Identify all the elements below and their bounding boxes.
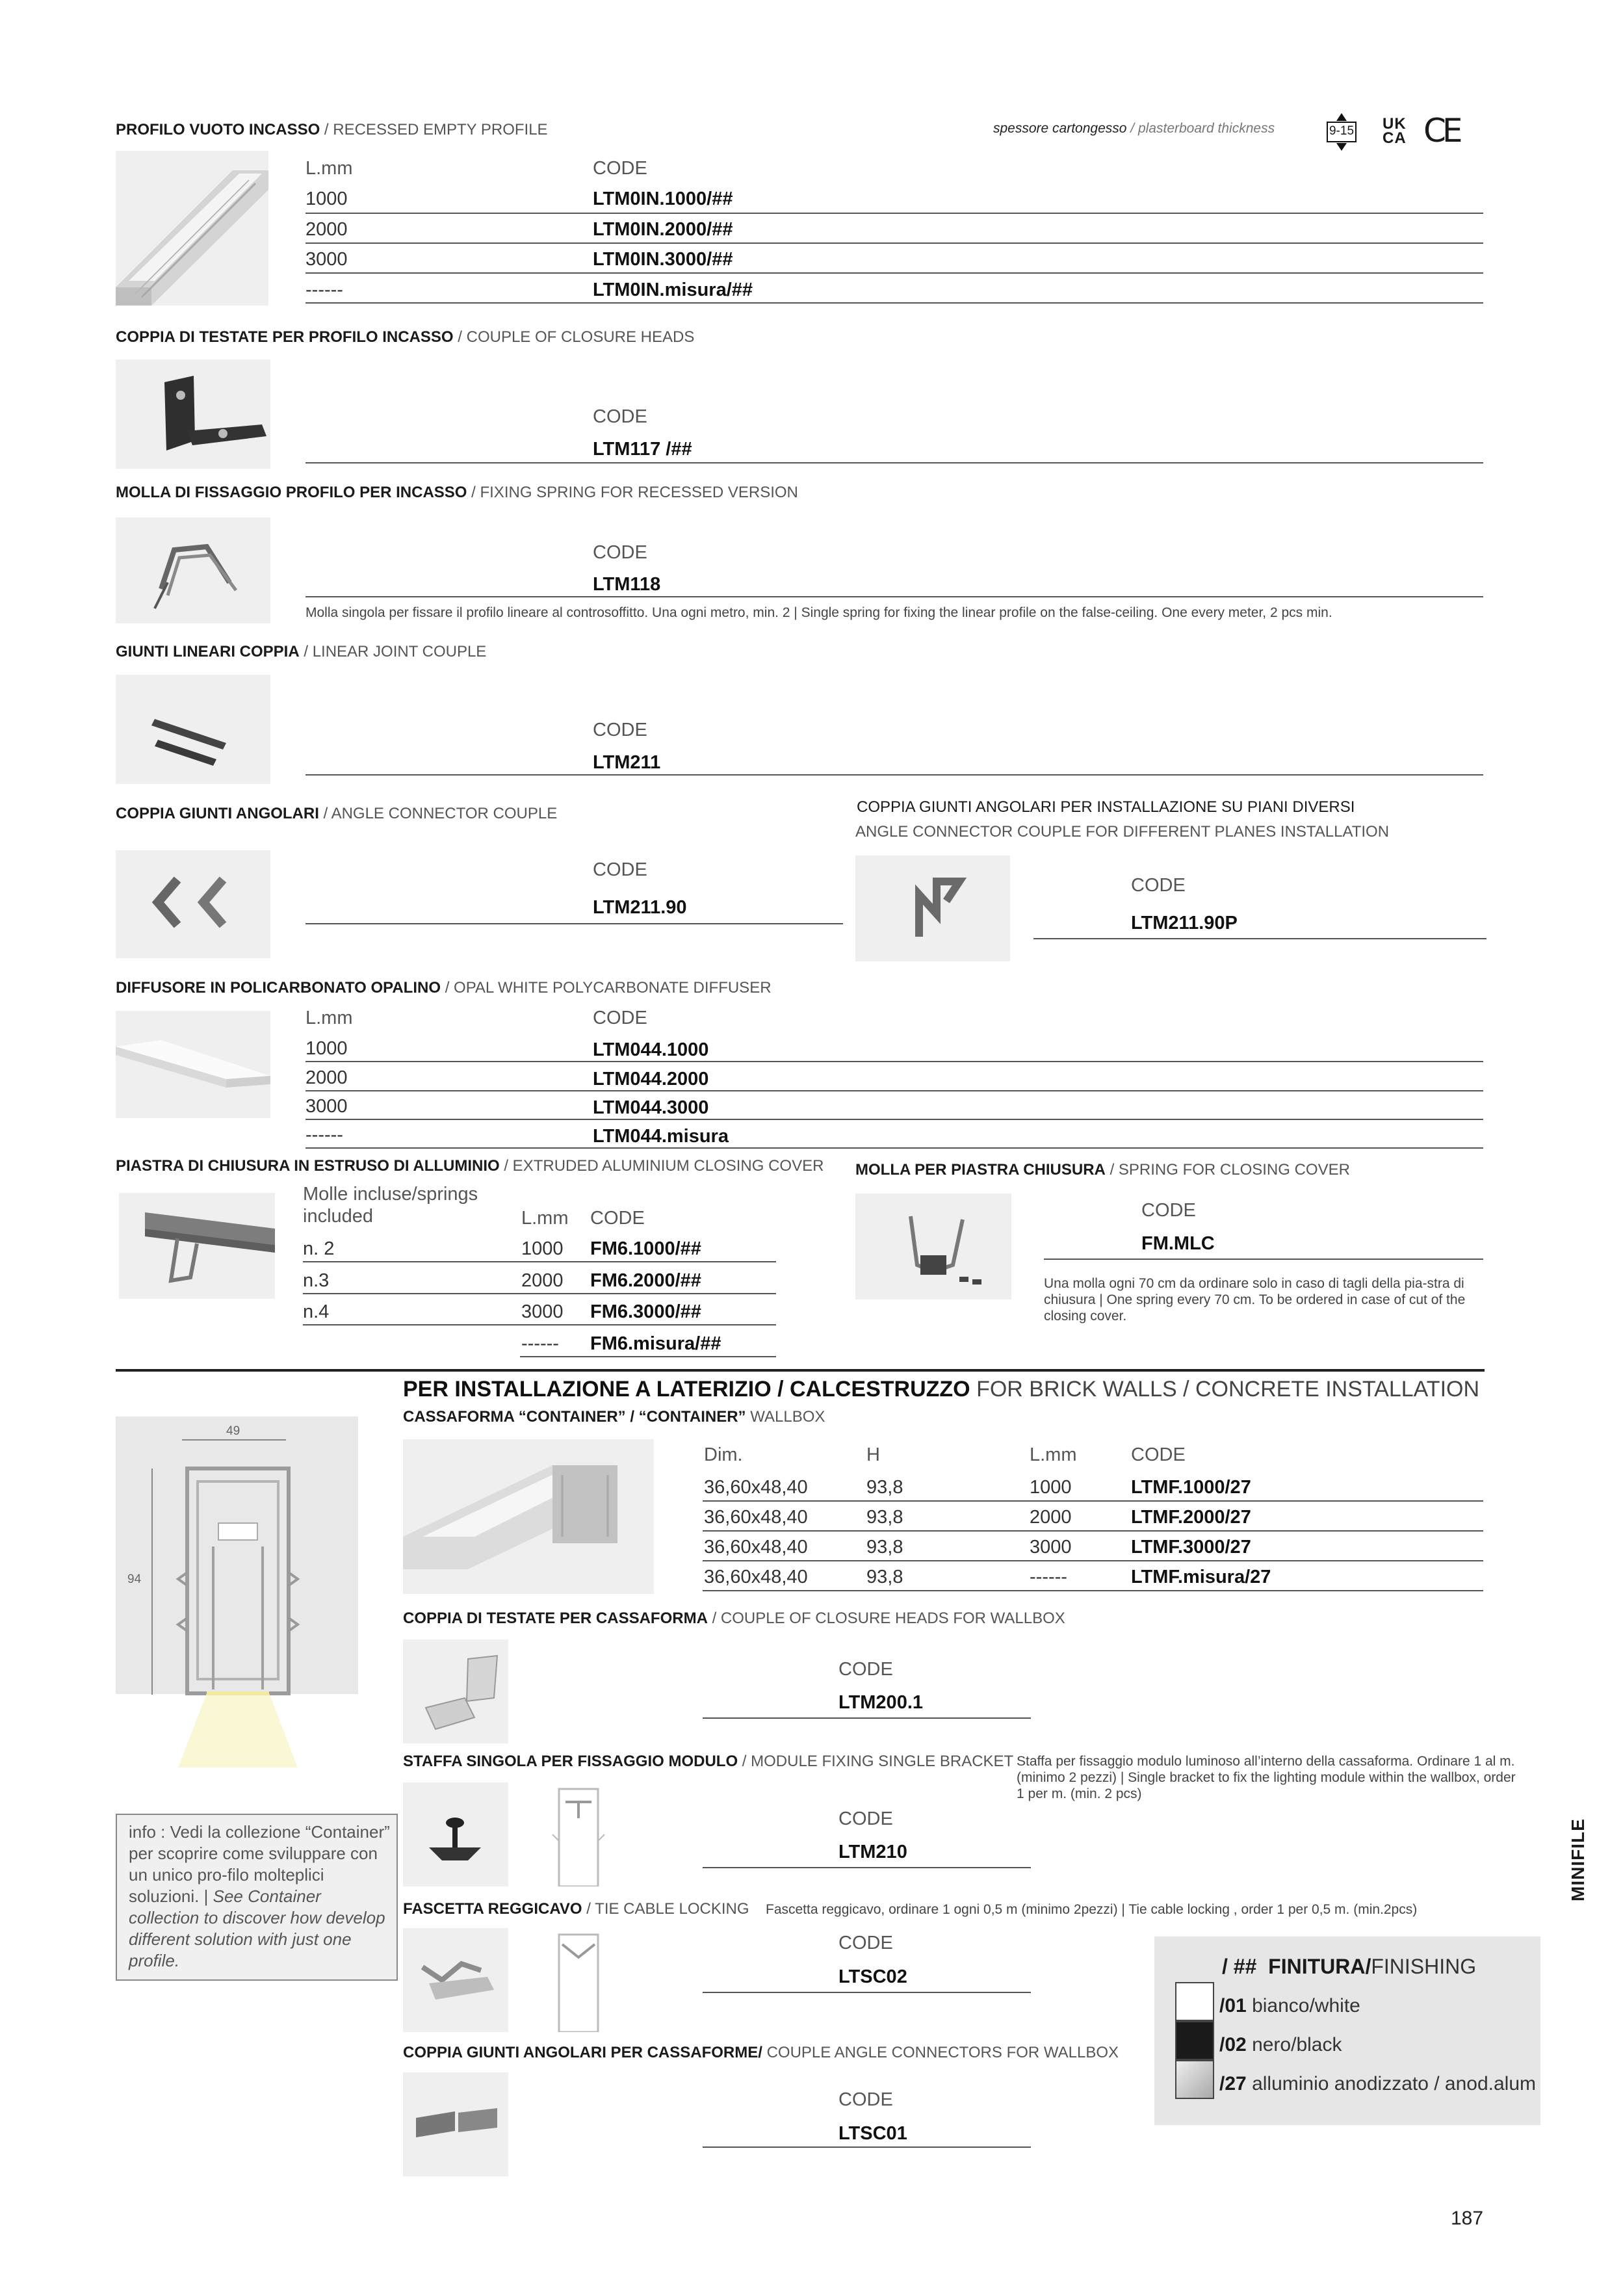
profile-section-icon (116, 1416, 358, 1768)
angle-connector-image (116, 850, 270, 958)
row-divider (703, 1867, 1031, 1868)
table-row-code: LTMF.1000/27 (1131, 1477, 1251, 1498)
diffuser-image (116, 1011, 270, 1118)
table-row-length: 2000 (521, 1270, 564, 1291)
closing-cover-icon (119, 1193, 275, 1299)
bracket-drawing-icon (539, 1782, 617, 1886)
table-row-code: LTM044.3000 (593, 1097, 709, 1118)
swatch-black (1175, 2021, 1214, 2060)
col-header-length: L.mm (305, 158, 353, 179)
col-header-length: L.mm (1030, 1444, 1077, 1465)
section-title-recessed-profile: PROFILO VUOTO INCASSO / RECESSED EMPTY PROFILE (116, 121, 548, 138)
cover-spring-icon (855, 1194, 1011, 1299)
cable-locking-image (403, 1928, 508, 2032)
table-row-dim: 36,60x48,40 (704, 1567, 808, 1587)
section-title-angle-planes-en: ANGLE CONNECTOR COUPLE FOR DIFFERENT PLANES INSTALLATION (855, 823, 1390, 841)
row-divider (305, 462, 1483, 463)
plasterboard-label: spessore cartongesso / plasterboard thickness (993, 121, 1275, 136)
table-row-length: ------ (1030, 1567, 1067, 1587)
col-header-code: CODE (838, 1808, 893, 1829)
col-header-code: CODE (593, 720, 647, 740)
recessed-profile-image (116, 151, 268, 306)
cable-locking-drawing-icon (539, 1928, 617, 2032)
row-divider (520, 1356, 776, 1357)
col-header-length: L.mm (521, 1208, 569, 1229)
bracket-icon (403, 1782, 508, 1886)
section-title-cable-locking: FASCETTA REGGICAVO / TIE CABLE LOCKING (403, 1900, 749, 1918)
table-row-code: LTM0IN.2000/## (593, 219, 733, 240)
section-title-bracket: STAFFA SINGOLA PER FISSAGGIO MODULO / MODULE FIXING SINGLE BRACKET (403, 1753, 1014, 1770)
section-divider (116, 1369, 1485, 1372)
table-row-code: FM6.3000/## (590, 1301, 701, 1322)
table-row-code: FM6.2000/## (590, 1270, 701, 1291)
row-divider (305, 242, 1483, 244)
table-row-length: 3000 (305, 1096, 348, 1117)
swatch-aluminium (1175, 2060, 1214, 2099)
table-row-code: LTM0IN.3000/## (593, 249, 733, 270)
row-divider (303, 1261, 776, 1262)
row-divider (305, 774, 1483, 776)
cover-spring-image (855, 1194, 1011, 1299)
table-row-dim: 36,60x48,40 (704, 1507, 808, 1528)
cable-locking-icon (403, 1928, 508, 2032)
linear-joint-image (116, 675, 270, 784)
bracket-drawing (539, 1782, 617, 1886)
info-text-it: info : Vedi la collezione “Container” per scoprire come sviluppare con un unico pro-filo molteplici soluzioni. | (129, 1822, 390, 1906)
thickness-value: 9-15 (1329, 124, 1355, 138)
angle-planes-image (855, 855, 1010, 961)
product-code: LTM210 (838, 1842, 907, 1862)
table-row-h: 93,8 (866, 1567, 903, 1587)
profile-section-drawing (116, 1416, 358, 1694)
col-header-code: CODE (593, 158, 647, 179)
table-row-code: LTM0IN.misura/## (593, 280, 753, 300)
product-code: LTM211.90P (1131, 913, 1238, 933)
col-header-code: CODE (838, 2089, 893, 2110)
finishing-item-aluminium: /27 alluminio anodizzato / anod.alum (1219, 2073, 1536, 2094)
page-number: 187 (1451, 2208, 1484, 2229)
wallbox-heads-image (403, 1639, 508, 1743)
row-divider (1044, 1259, 1483, 1260)
cover-spring-note: Una molla ogni 70 cm da ordinare solo in caso di tagli della pia-stra di chiusura | One spring every 70 cm. To be ordered in case of cut of the closing cover. (1044, 1276, 1466, 1324)
section-title-angle-planes-it: COPPIA GIUNTI ANGOLARI PER INSTALLAZIONE SU PIANI DIVERSI (857, 798, 1355, 816)
closing-cover-image (119, 1193, 275, 1299)
wallbox-corners-icon (403, 2072, 508, 2176)
table-row-dim: 36,60x48,40 (704, 1477, 808, 1498)
closure-heads-icon (116, 359, 270, 469)
table-row-length: 1000 (521, 1238, 564, 1259)
wallbox-corners-image (403, 2072, 508, 2176)
ukca-mark: UK CA (1383, 115, 1407, 147)
table-row-length: 1000 (305, 189, 348, 209)
col-header-h: H (866, 1444, 880, 1465)
row-divider (1033, 938, 1487, 939)
product-code: LTSC01 (838, 2123, 907, 2144)
wallbox-heads-icon (403, 1639, 508, 1743)
row-divider (305, 923, 843, 924)
thickness-badge (1326, 112, 1357, 152)
table-row-code: LTMF.misura/27 (1131, 1567, 1271, 1587)
row-divider (703, 2146, 1031, 2148)
row-divider (303, 1293, 776, 1294)
swatch-white (1175, 1982, 1214, 2021)
diffuser-icon (116, 1011, 270, 1118)
table-row-length: ------ (521, 1333, 559, 1354)
angle-connector-icon (116, 850, 270, 958)
table-row-code: LTMF.2000/27 (1131, 1507, 1251, 1528)
table-row-springs: n. 2 (303, 1238, 335, 1259)
col-header-code: CODE (593, 542, 647, 563)
row-divider (305, 272, 1483, 274)
row-divider (703, 1992, 1031, 1993)
finishing-panel (1154, 1937, 1540, 2125)
product-code: LTM200.1 (838, 1692, 924, 1713)
angle-planes-icon (855, 855, 1010, 961)
row-divider (703, 1717, 1031, 1719)
section-title-wallbox: CASSAFORMA “CONTAINER” / “CONTAINER” WALLBOX (403, 1408, 825, 1426)
col-header-code: CODE (593, 1008, 647, 1028)
col-header-dim: Dim. (704, 1444, 743, 1465)
table-row-code: LTM044.misura (593, 1126, 729, 1147)
bracket-note: Staffa per fissaggio modulo luminoso all’interno della cassaforma. Ordinare 1 al m. (minimo 2 pezzi) | Single bracket to fix the lighting module within the wallbox, order 1 per m. (min. 2 pcs) (1017, 1754, 1516, 1801)
product-code: LTM211.90 (593, 897, 687, 918)
table-row-dim: 36,60x48,40 (704, 1537, 808, 1558)
row-divider (305, 1147, 1483, 1149)
drawing-height-dim: 94 (127, 1572, 142, 1586)
table-row-length: ------ (305, 1125, 343, 1145)
table-row-code: FM6.misura/## (590, 1333, 721, 1354)
product-code: LTM211 (593, 752, 661, 773)
section-title-wallbox-corners: COPPIA GIUNTI ANGOLARI PER CASSAFORME/ COUPLE ANGLE CONNECTORS FOR WALLBOX (403, 2044, 1119, 2061)
closure-heads-image (116, 359, 270, 469)
ce-mark: CE (1423, 112, 1459, 150)
product-code: LTM117 /## (593, 439, 692, 460)
fixing-spring-icon (116, 517, 270, 623)
row-divider (305, 1090, 1483, 1091)
table-row-length: 1000 (1030, 1477, 1072, 1498)
table-row-length: ------ (305, 280, 343, 300)
linear-joint-icon (116, 675, 270, 784)
table-row-code: FM6.1000/## (590, 1238, 701, 1259)
section-title-closing-cover: PIASTRA DI CHIUSURA IN ESTRUSO DI ALLUMINIO / EXTRUDED ALUMINIUM CLOSING COVER (116, 1157, 824, 1175)
col-header-code: CODE (838, 1933, 893, 1953)
section-title-fixing-spring: MOLLA DI FISSAGGIO PROFILO PER INCASSO / FIXING SPRING FOR RECESSED VERSION (116, 484, 798, 501)
section-title-linear-joint: GIUNTI LINEARI COPPIA / LINEAR JOINT COUPLE (116, 643, 487, 660)
bracket-image (403, 1782, 508, 1886)
collection-side-label: MINIFILE (1568, 1818, 1588, 1901)
col-header-code: CODE (1131, 875, 1186, 896)
col-header-code: CODE (838, 1659, 893, 1680)
wallbox-icon (403, 1439, 654, 1594)
brick-heading: PER INSTALLAZIONE A LATERIZIO / CALCESTRUZZO FOR BRICK WALLS / CONCRETE INSTALLATION (403, 1377, 1480, 1402)
table-row-length: 3000 (521, 1301, 564, 1322)
table-row-length: 2000 (1030, 1507, 1072, 1528)
cable-locking-drawing (539, 1928, 617, 2032)
product-code: LTM118 (593, 574, 661, 595)
table-row-h: 93,8 (866, 1537, 903, 1558)
table-row-code: LTM0IN.1000/## (593, 189, 733, 209)
fixing-spring-note: Molla singola per fissare il profilo lineare al controsoffitto. Una ogni metro, min. 2 | Single spring for fixing the linear profile on the false-ceiling. One every meter, 2 pcs min. (305, 605, 1332, 620)
section-title-wallbox-heads: COPPIA DI TESTATE PER CASSAFORMA / COUPLE OF CLOSURE HEADS FOR WALLBOX (403, 1610, 1065, 1627)
table-row-code: LTMF.3000/27 (1131, 1537, 1251, 1558)
row-divider (305, 1061, 1483, 1062)
table-row-length: 1000 (305, 1038, 348, 1059)
finishing-item-black: /02 nero/black (1219, 2034, 1342, 2055)
table-row-length: 3000 (1030, 1537, 1072, 1558)
col-header-code: CODE (1141, 1200, 1196, 1221)
drawing-width-dim: 49 (226, 1424, 240, 1438)
table-row-code: LTM044.1000 (593, 1039, 709, 1060)
row-divider (703, 1500, 1483, 1502)
section-title-cover-spring: MOLLA PER PIASTRA CHIUSURA / SPRING FOR CLOSING COVER (855, 1161, 1350, 1179)
row-divider (303, 1324, 776, 1325)
table-row-h: 93,8 (866, 1477, 903, 1498)
info-text-en: See Container collection to discover how develop different solution with just one profile. (129, 1886, 385, 1970)
cable-locking-note: Fascetta reggicavo, ordinare 1 ogni 0,5 m (minimo 2pezzi) | Tie cable locking , order 1 per 0,5 m. (min.2pcs) (766, 1902, 1418, 1917)
row-divider (305, 1119, 1483, 1120)
table-row-springs: n.4 (303, 1301, 330, 1322)
table-row-length: 2000 (305, 1067, 348, 1088)
section-title-closure-heads: COPPIA DI TESTATE PER PROFILO INCASSO / COUPLE OF CLOSURE HEADS (116, 328, 695, 346)
section-title-diffuser: DIFFUSORE IN POLICARBONATO OPALINO / OPAL WHITE POLYCARBONATE DIFFUSER (116, 979, 772, 997)
fixing-spring-image (116, 517, 270, 623)
row-divider (305, 302, 1483, 304)
finishing-item-white: /01 bianco/white (1219, 1995, 1360, 2016)
recessed-profile-icon (116, 151, 268, 306)
col-header-code: CODE (1131, 1444, 1186, 1465)
table-row-code: LTM044.2000 (593, 1069, 709, 1089)
row-divider (305, 213, 1483, 214)
wallbox-image (403, 1439, 654, 1594)
col-header-code: CODE (593, 859, 647, 880)
row-divider (305, 596, 1483, 597)
col-header-length: L.mm (305, 1008, 353, 1028)
row-divider (703, 1560, 1483, 1561)
col-header-springs: Molle incluse/springs included (303, 1184, 478, 1227)
table-row-length: 3000 (305, 249, 348, 270)
row-divider (703, 1590, 1483, 1591)
col-header-code: CODE (590, 1208, 645, 1229)
section-title-angle-connector: COPPIA GIUNTI ANGOLARI / ANGLE CONNECTOR COUPLE (116, 805, 558, 822)
col-header-code: CODE (593, 406, 647, 427)
table-row-springs: n.3 (303, 1270, 330, 1291)
table-row-h: 93,8 (866, 1507, 903, 1528)
product-code: FM.MLC (1141, 1233, 1215, 1254)
row-divider (703, 1530, 1483, 1532)
product-code: LTSC02 (838, 1966, 907, 1987)
table-row-length: 2000 (305, 219, 348, 240)
info-box (116, 1814, 398, 1981)
finishing-title: / ## FINITURA/FINISHING (1222, 1955, 1477, 1978)
